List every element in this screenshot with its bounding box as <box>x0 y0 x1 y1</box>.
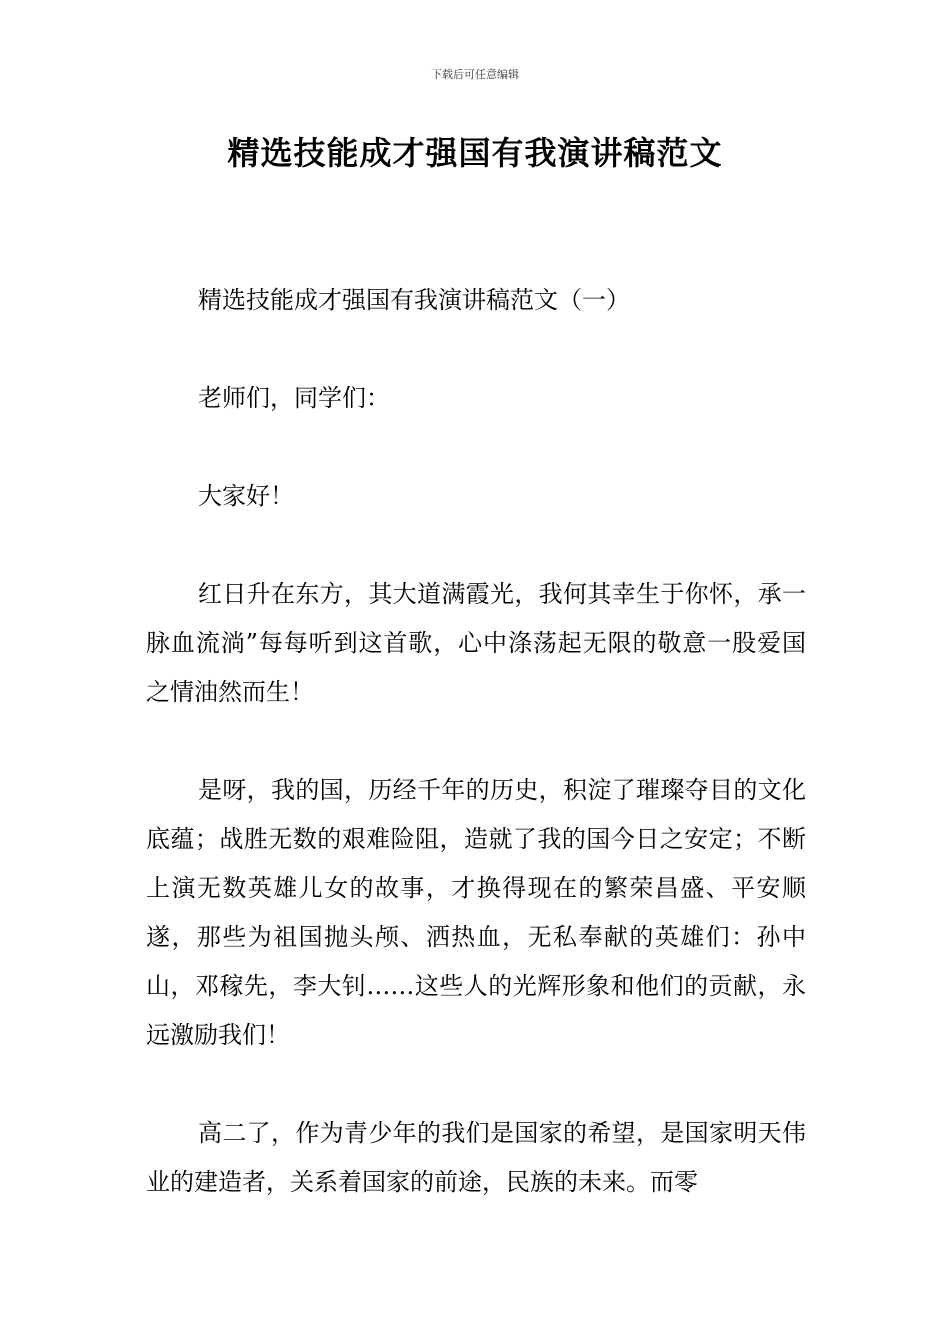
document-body <box>146 276 806 1256</box>
body-paragraph: 高二了，作为青少年的我们是国家的希望，是国家明天伟业的建造者，关系着国家的前途，民族的未来。而零 <box>146 1119 806 1196</box>
body-paragraph: 是呀，我的国，历经千年的历史，积淀了璀璨夺目的文化底蕴；战胜无数的艰难险阻，造就了我的国今日之安定；不断上演无数英雄儿女的故事，才换得现在的繁荣昌盛、平安顺遂，那些为祖国抛头颅、洒热血，无私奉献的英雄们：孙中山，邓稼先，李大钊……这些人的光辉形象和他们的贡献，永远激励我们！ <box>146 776 806 1049</box>
document-title: 精选技能成才强国有我演讲稿范文 <box>227 134 723 172</box>
greeting: 大家好！ <box>198 482 294 510</box>
header-note: 下载后可任意编辑 <box>431 68 519 81</box>
body-paragraph: 红日升在东方，其大道满霞光，我何其幸生于你怀，承一脉血流淌”每每听到这首歌，心中涤荡起无限的敬意一股爱国之情油然而生！ <box>146 580 806 706</box>
salutation: 老师们，同学们： <box>198 384 390 412</box>
section-heading: 精选技能成才强国有我演讲稿范文（一） <box>198 286 630 314</box>
